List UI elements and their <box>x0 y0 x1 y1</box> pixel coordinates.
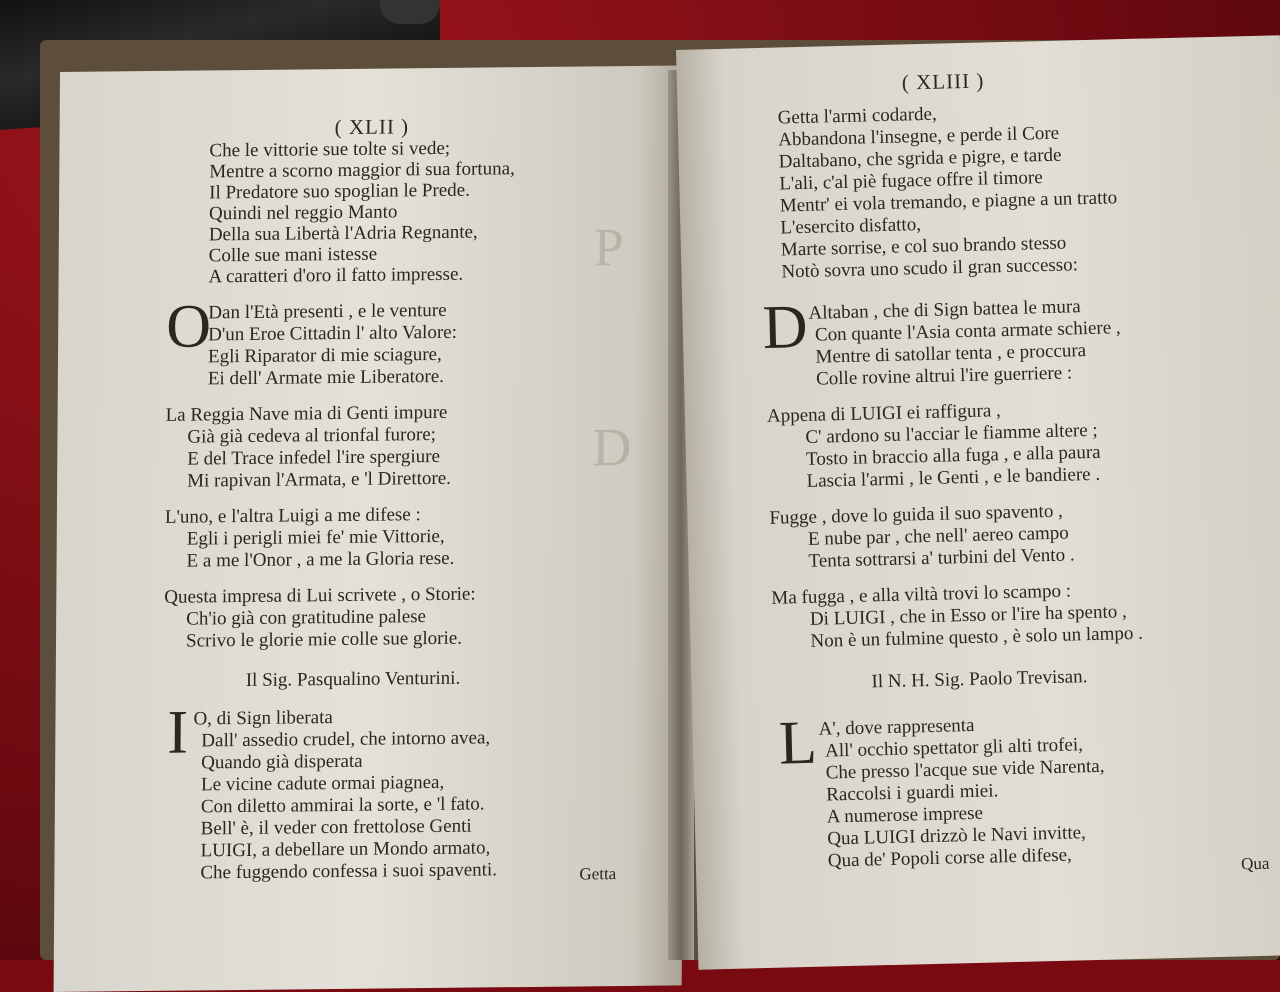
page-number: ( XLII ) <box>334 114 410 140</box>
verse-line: Bell' è, il veder con frettolose Genti <box>200 815 472 840</box>
verse-line: Qua de' Popoli corse alle difese, <box>827 844 1073 872</box>
drop-cap: I <box>167 698 189 767</box>
drop-cap: O <box>165 292 212 361</box>
verse-line: E nube par , che nell' aereo campo <box>807 522 1070 550</box>
verse-line: Il Predatore suo spoglian le Prede. <box>209 179 470 204</box>
verse-line: L'uno, e l'altra Luigi a me difese : <box>164 504 421 528</box>
verse-line: Raccolsi i guardi miei. <box>825 780 999 806</box>
verse-line: Della sua Libertà l'Adria Regnante, <box>208 221 478 246</box>
verse-line: Mentre a scorno maggior di sua fortuna, <box>209 158 515 183</box>
verse-line: Tenta sottrarsi a' turbini del Vento . <box>808 544 1075 572</box>
verse-line: Fugge , dove lo guida il suo spavento , <box>769 500 1064 529</box>
verse-line: Ei dell' Armate mie Liberatore. <box>207 365 445 390</box>
verse-line: Altaban , che di Sign battea le mura <box>808 296 1081 324</box>
verse-line: Appena di LUIGI ei raffigura , <box>766 400 1002 427</box>
verse-line: Quando già disperata <box>201 750 363 774</box>
verse-line: Notò sovra uno scudo il gran successo: <box>781 254 1079 283</box>
verse-line: Le vicine cadute ormai piagnea, <box>200 771 445 796</box>
page-number: ( XLIII ) <box>901 68 985 95</box>
verse-line: O, di Sign liberata <box>193 707 333 730</box>
verse-line: Lascia l'armi , le Genti , e le bandiere . <box>806 463 1101 492</box>
catchword: Qua <box>1240 853 1270 874</box>
catchword: Getta <box>579 864 617 884</box>
drop-cap: L <box>778 708 818 778</box>
verse-line: Scrivo le glorie mie colle sue glorie. <box>185 627 463 652</box>
verse-line: Marte sorrise, e col suo brando stesso <box>780 232 1067 261</box>
pen-cap <box>380 0 440 24</box>
verse-line: A caratteri d'oro il fatto impresse. <box>208 263 464 288</box>
verse-line: La Reggia Nave mia di Genti impure <box>165 401 448 426</box>
verse-line: Che le vittorie sue tolte si vede; <box>209 137 451 162</box>
verse-line: Dan l'Età presenti , e le venture <box>208 299 447 324</box>
verse-line: A', dove rappresenta <box>818 714 975 740</box>
verse-line: Mentr' ei vola tremando, e piagne a un tratto <box>779 187 1118 217</box>
drop-cap: D <box>761 292 809 362</box>
verse-line: Questa impresa di Lui scrivete , o Storie: <box>164 583 476 608</box>
verse-line: Egli Riparator di mie sciagure, <box>207 343 442 368</box>
author-credit: Il N. H. Sig. Paolo Trevisan. <box>871 666 1088 693</box>
verse-line: C' ardono su l'acciar le fiamme altere ; <box>805 419 1098 448</box>
verse-line: Non è un fulmine questo , è solo un lampo . <box>810 622 1144 652</box>
verse-line: Che fuggendo confessa i suoi spaventi. <box>200 859 498 884</box>
verse-line: Getta l'armi codarde, <box>777 103 937 129</box>
verse-line: L'esercito disfatto, <box>780 214 922 239</box>
verse-line: Colle sue mani istesse <box>208 243 378 267</box>
bleed-through-text: P <box>593 217 625 278</box>
verse-line: Di LUIGI , che in Esso or l'ire ha spento , <box>809 601 1127 630</box>
verse-line: E del Trace infedel l'ire spergiure <box>187 445 441 470</box>
verse-line: Egli i perigli miei fe' mie Vittorie, <box>186 525 445 550</box>
verse-line: Mi rapivan l'Armata, e 'l Direttore. <box>187 467 452 492</box>
verse-line: Ma fugga , e alla viltà trovi lo scampo : <box>771 580 1072 609</box>
verse-line: Mentre di satollar tenta , e proccura <box>815 340 1087 368</box>
verse-line: Quindi nel reggio Manto <box>208 201 398 225</box>
verse-line: Ch'io già con gratitudine palese <box>186 606 427 630</box>
verse-line: LUIGI, a debellare un Mondo armato, <box>200 837 491 862</box>
verse-line: Dall' assedio crudel, che intorno avea, <box>201 727 491 752</box>
verse-line: Già già cedeva al trionfal furore; <box>187 424 437 448</box>
verse-line: Daltabano, che sgrida e pigre, e tarde <box>778 144 1062 173</box>
verse-line: D'un Eroe Cittadin l' alto Valore: <box>208 321 457 346</box>
right-page <box>676 35 1280 969</box>
verse-line: All' occhio spettator gli alti trofei, <box>824 734 1084 762</box>
verse-line: Tosto in braccio alla fuga , e alla paura <box>805 441 1101 470</box>
verse-line: E a me l'Onor , a me la Gloria rese. <box>186 547 455 572</box>
verse-line: A numerose imprese <box>826 802 984 828</box>
verse-line: Con quante l'Asia conta armate schiere , <box>814 317 1121 346</box>
verse-line: Qua LUIGI drizzò le Navi invitte, <box>827 822 1087 850</box>
verse-line: Abbandona l'insegne, e perde il Core <box>777 122 1060 151</box>
author-credit: Il Sig. Pasqualino Venturini. <box>245 667 461 691</box>
verse-line: Che presso l'acque sue vide Narenta, <box>825 755 1105 784</box>
open-book <box>40 40 1280 960</box>
verse-line: Colle rovine altrui l'ire guerriere : <box>815 362 1073 390</box>
verse-line: L'ali, c'al piè fugace offre il timore <box>779 167 1043 195</box>
bleed-through-text: D <box>592 416 632 478</box>
verse-line: Con diletto ammirai la sorte, e 'l fato. <box>200 793 485 818</box>
left-page <box>54 65 689 992</box>
